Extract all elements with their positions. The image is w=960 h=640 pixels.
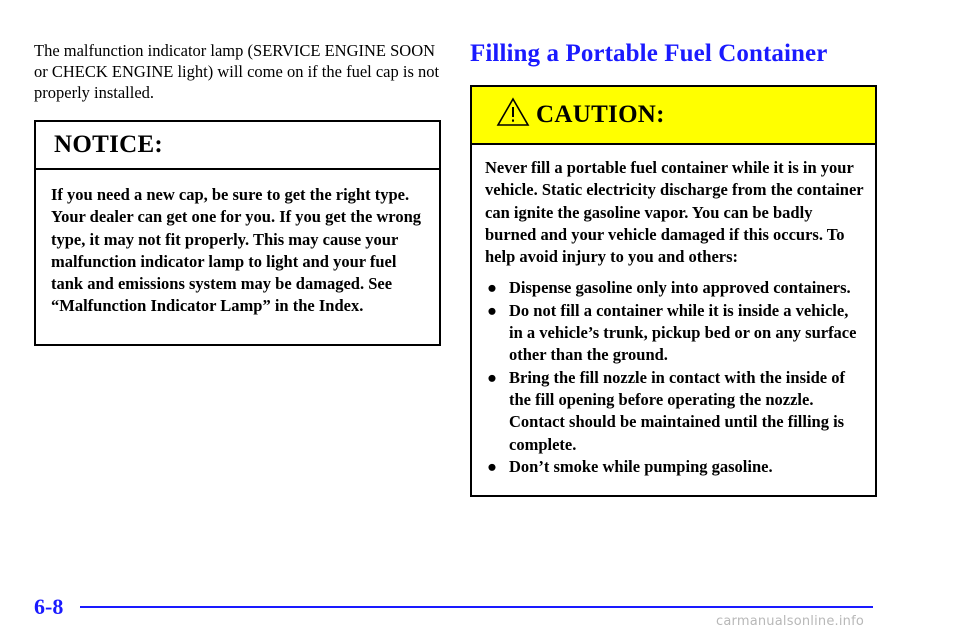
bullet-icon: ● [487,300,497,320]
notice-heading: NOTICE: [36,122,439,170]
page-number: 6-8 [34,594,64,619]
list-item [485,367,865,456]
footer-rule [80,606,873,608]
watermark: carmanualsonline.info [716,614,865,629]
caution-bullet-list [485,277,865,478]
section-title: Filling a Portable Fuel Container [470,40,828,67]
bullet-text: Dispense gasoline only into approved containers. [509,278,851,298]
list-item [485,300,865,367]
caution-heading: CAUTION: [536,101,665,128]
caution-header [472,87,875,145]
warning-triangle-icon [496,97,530,127]
bullet-text: Bring the fill nozzle in contact with the inside of the fill opening before operating the nozzle. Contact should be maintained until the filling is complete. [509,367,845,454]
bullet-icon: ● [487,278,497,298]
caution-box [470,85,877,497]
list-item [485,456,865,478]
bullet-icon: ● [487,456,497,476]
bullet-text: Don’t smoke while pumping gasoline. [509,456,773,476]
caution-intro: Never fill a portable fuel container while it is in your vehicle. Static electricity discharge from the container can ignite the gasoline vapor. You can be badly burned and your vehicle damaged if this occurs. To help avoid injury to you and others: [485,158,864,267]
caution-body [472,145,875,478]
bullet-text: Do not fill a container while it is inside a vehicle, in a vehicle’s trunk, pickup bed or on any surface other than the ground. [509,300,857,365]
notice-body: If you need a new cap, be sure to get the right type. Your dealer can get one for you. If you get the wrong type, it may not fit properly. This may cause your malfunction indicator lamp to light and your fuel tank and emissions system may be damaged. See “Malfunction Indicator Lamp” in the Index. [51,185,422,316]
notice-box [34,120,441,346]
list-item [485,277,865,299]
bullet-icon: ● [487,367,497,387]
intro-paragraph: The malfunction indicator lamp (SERVICE ENGINE SOON or CHECK ENGINE light) will come on if the fuel cap is not properly installed. [34,41,440,102]
